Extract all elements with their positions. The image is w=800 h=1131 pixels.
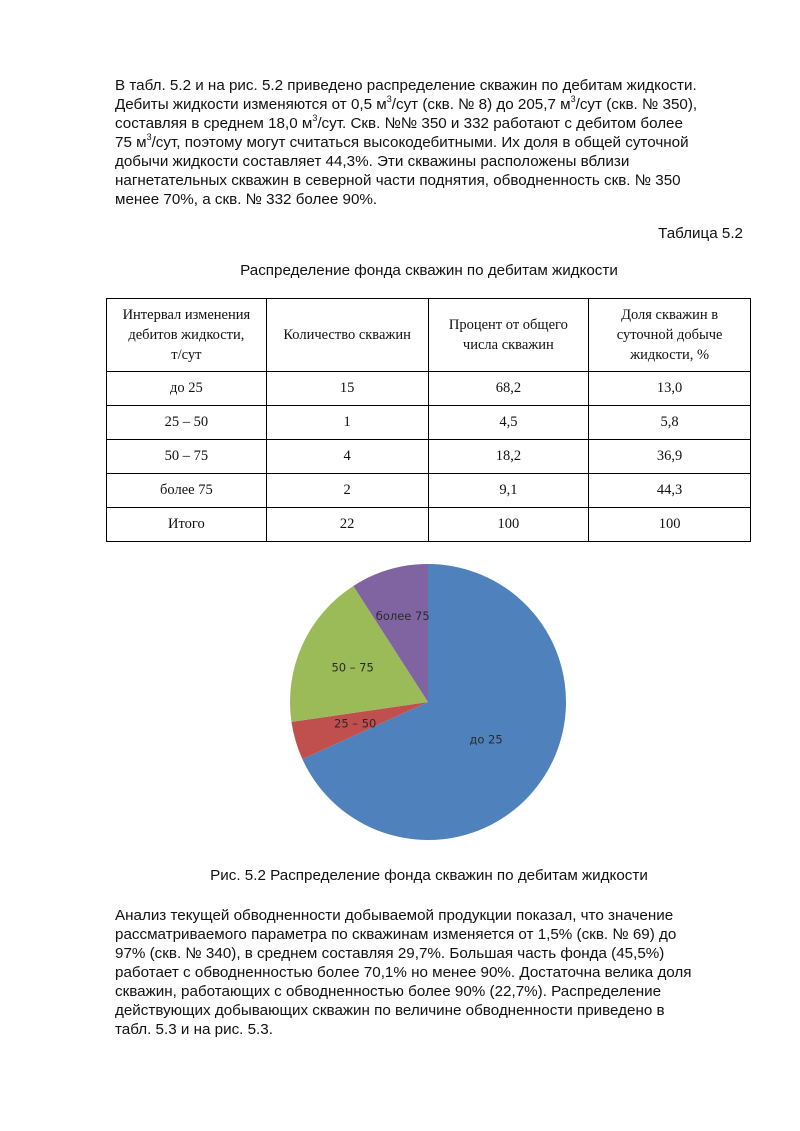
table-cell: 18,2 [428, 440, 589, 474]
pie-data-label: 50 – 75 [331, 660, 374, 675]
table-cell: 68,2 [428, 372, 589, 406]
table-number: Таблица 5.2 [658, 225, 743, 242]
table-cell: 9,1 [428, 474, 589, 508]
text-line: рассматриваемого параметра по скважинам изменяется от 1,5% (скв. № 69) до [115, 926, 677, 943]
text-line: работает с обводненностью более 70,1% но менее 90%. Достаточна велика доля [115, 964, 692, 981]
table-cell: 1 [266, 406, 428, 440]
table-cell: 100 [428, 508, 589, 542]
table-cell: 44,3 [589, 474, 751, 508]
text-line: составляя в среднем 18,0 $м^3$/сут. Скв. №№ 350 и 332 работают с дебитом более [115, 112, 683, 132]
pie-data-label: 25 – 50 [334, 716, 377, 731]
text-line: табл. 5.3 и на рис. 5.3. [115, 1021, 273, 1038]
table-title: Распределение фонда скважин по дебитам жидкости [240, 262, 618, 279]
table-cell: 36,9 [589, 440, 751, 474]
table-cell: 2 [266, 474, 428, 508]
pie-data-label: более 75 [375, 608, 430, 623]
table-cell: 22 [266, 508, 428, 542]
text-line: действующих добывающих скважин по величине обводненности приведено в [115, 1002, 665, 1019]
pie-chart [285, 563, 575, 853]
table-cell: 4 [266, 440, 428, 474]
table-total-row [107, 508, 751, 542]
text-line: скважин, работающих с обводненностью более 90% (22,7%). Распределение [115, 983, 662, 1000]
header-cell-share: Доля скважин в суточной добыче жидкости, % [589, 299, 751, 372]
table-cell: 15 [266, 372, 428, 406]
table-row [107, 372, 751, 406]
text-line: Анализ текущей обводненности добываемой продукции показал, что значение [115, 907, 674, 924]
analysis-paragraph [115, 906, 755, 1039]
table-row [107, 440, 751, 474]
table-cell: 5,8 [589, 406, 751, 440]
text-line: менее 70%, а скв. № 332 более 90%. [115, 191, 378, 208]
header-cell-percent: Процент от общего числа скважин [428, 299, 589, 372]
table-header-row [107, 299, 751, 372]
well-distribution-table [106, 298, 751, 542]
header-cell-count: Количество скважин [266, 299, 428, 372]
table-cell: до 25 [107, 372, 267, 406]
text-line: 75 $м^3$/сут, поэтому могут считаться высокодебитными. Их доля в общей суточной [115, 131, 689, 151]
pie-data-label: до 25 [469, 732, 503, 747]
table-cell: 25 – 50 [107, 406, 267, 440]
table-cell: 100 [589, 508, 751, 542]
table-cell: 4,5 [428, 406, 589, 440]
header-cell-interval: Интервал изменения дебитов жидкости, т/сут [107, 299, 267, 372]
table-cell: Итого [107, 508, 267, 542]
table-cell: 50 – 75 [107, 440, 267, 474]
text-line: Дебиты жидкости изменяются от 0,5 $м^3$/сут (скв. № 8) до 205,7 $м^3$/сут (скв. № 350), [115, 93, 698, 113]
text-line: В табл. 5.2 и на рис. 5.2 приведено распределение скважин по дебитам жидкости. [115, 77, 697, 94]
figure-caption: Рис. 5.2 Распределение фонда скважин по дебитам жидкости [210, 867, 648, 884]
table-cell: 13,0 [589, 372, 751, 406]
text-line: добычи жидкости составляет 44,3%. Эти скважины расположены вблизи [115, 153, 630, 170]
table-row [107, 474, 751, 508]
table-row [107, 406, 751, 440]
intro-paragraph [115, 76, 755, 209]
text-line: нагнетательных скважин в северной части поднятия, обводненность скв. № 350 [115, 172, 681, 189]
text-line: 97% (скв. № 340), в среднем составляя 29,7%. Большая часть фонда (45,5%) [115, 945, 665, 962]
table-cell: более 75 [107, 474, 267, 508]
